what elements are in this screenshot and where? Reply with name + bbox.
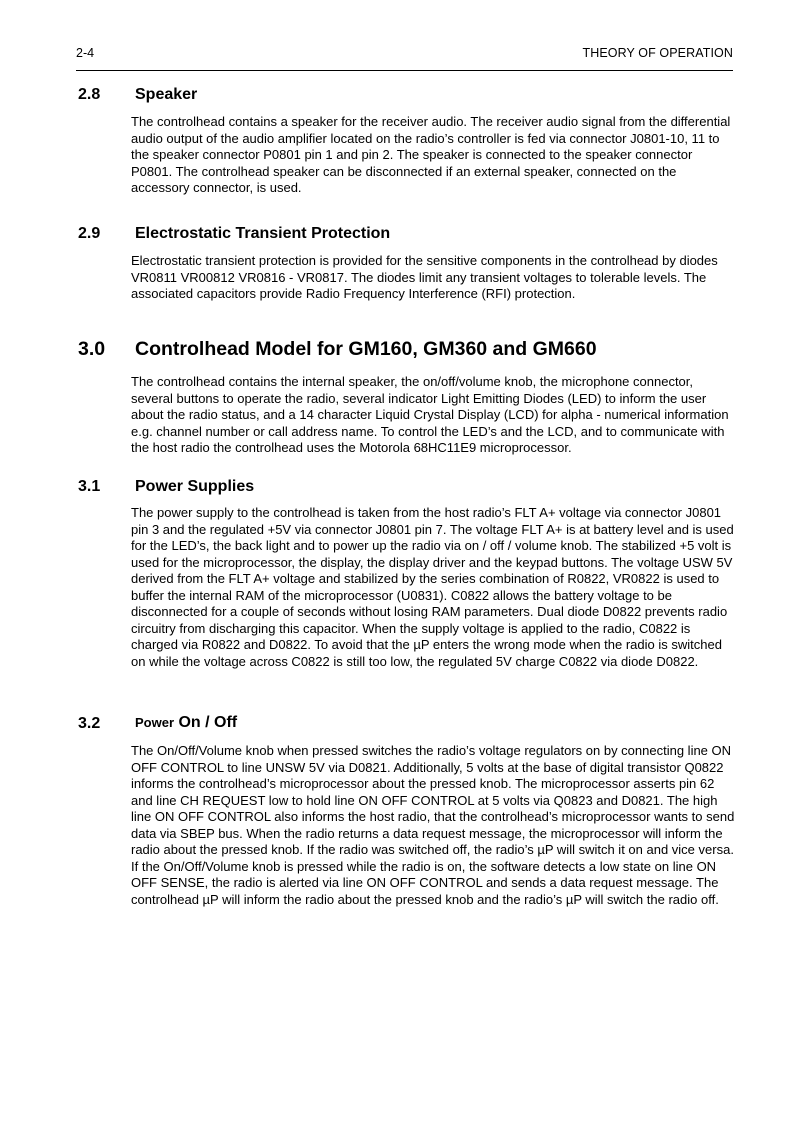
section-title-controlhead-model: Controlhead Model for GM160, GM360 and GM660 <box>135 338 597 360</box>
section-number-2-9: 2.9 <box>78 225 101 242</box>
power-on-off-paragraph: The On/Off/Volume knob when pressed switches the radio’s voltage regulators on by connecting line ON OFF CONTROL to line UNSW 5V via D0821. Additionally, 5 volts at the base of digital transistor Q0822 informs the controlhead’s microprocessor about the pressed knob. The microprocessor asserts pin 62 and line CH REQUEST low to hold line ON OFF CONTROL at 5 volts via Q0823 and D0821. The high line ON OFF CONTROL also informs the host radio, that the controlhead’s microprocessor wants to send data via SBEP bus. When the radio returns a data request message, the microprocessor will inform the radio about the pressed knob. If the radio was switched off, the radio’s µP will switch it on and vice versa. If the On/Off/Volume knob is pressed while the radio is on, the software detects a low state on line ON OFF SENSE, the radio is alerted via line ON OFF CONTROL and sends a data request message. The controlhead µP will inform the radio about the pressed knob and the radio’s µP will switch the radio off. <box>131 743 735 907</box>
section-title-power-prefix: Power <box>135 715 175 730</box>
electrostatic-protection-paragraph: Electrostatic transient protection is provided for the sensitive components in the controlhead by diodes VR0811 VR00812 VR0816 - VR0817. The diodes limit any transient voltages to tolerable levels. The associated capacitors provide Radio Frequency Interference (RFI) protection. <box>131 253 718 301</box>
speaker-paragraph: The controlhead contains a speaker for the receiver audio. The receiver audio signal from the differential audio output of the audio amplifier located on the radio’s controller is fed via connector J0801-10, 11 to the speaker connector P0801 pin 1 and pin 2. The speaker is connected to the speaker connector P0801. The controlhead speaker can be disconnected if an external speaker, connected on the accessory connector, is used. <box>131 114 731 195</box>
section-number-3-0: 3.0 <box>78 338 106 360</box>
controlhead-model-paragraph: The controlhead contains the internal speaker, the on/off/volume knob, the microphone connector, several buttons to operate the radio, several indicator Light Emitting Diodes (LED) to inform the user about the radio status, and a 14 character Liquid Crystal Display (LCD) for alpha - numerical information e.g. channel number or call address name. To control the LED’s and the LCD, and to communicate with the host radio the controlhead uses the Motorola 68HC11E9 microprocessor. <box>131 374 729 455</box>
section-title-on-off: On / Off <box>178 714 238 731</box>
page-number: 2-4 <box>76 46 95 60</box>
section-title-power-supplies: Power Supplies <box>135 478 255 495</box>
power-supplies-paragraph: The power supply to the controlhead is taken from the host radio’s FLT A+ voltage via connector J0801 pin 3 and the regulated +5V via connector J0801 pin 7. The voltage FLT A+ is at battery level and is used for the LED’s, the back light and to power up the radio via on / off / volume knob. The stabilized +5 volt is used for the microprocessor, the display, the display driver and the keypad buttons. The voltage USW 5V derived from the FLT A+ voltage and stabilized by the series combination of R0822, VR0822 is used to buffer the internal RAM of the microprocessor (U0831). C0822 allows the battery voltage to be disconnected for a couple of seconds without losing RAM parameters. Dual diode D0822 prevents radio circuitry from discharging this capacitor. When the supply voltage is applied to the radio, C0822 is charged via R0822 and D0822. To avoid that the µP enters the wrong mode when the radio is switched on while the voltage across C0822 is still too low, the regulated 5V charge C0822 via diode D0822. <box>131 505 734 669</box>
section-title-power-on-off <box>135 714 237 732</box>
page-header <box>76 46 733 71</box>
section-number-3-2: 3.2 <box>78 715 101 732</box>
section-number-3-1: 3.1 <box>78 478 101 495</box>
section-title-electrostatic-protection: Electrostatic Transient Protection <box>135 225 391 242</box>
section-number-2-8: 2.8 <box>78 86 101 103</box>
section-title-speaker: Speaker <box>135 86 198 103</box>
running-title: THEORY OF OPERATION <box>582 46 733 60</box>
